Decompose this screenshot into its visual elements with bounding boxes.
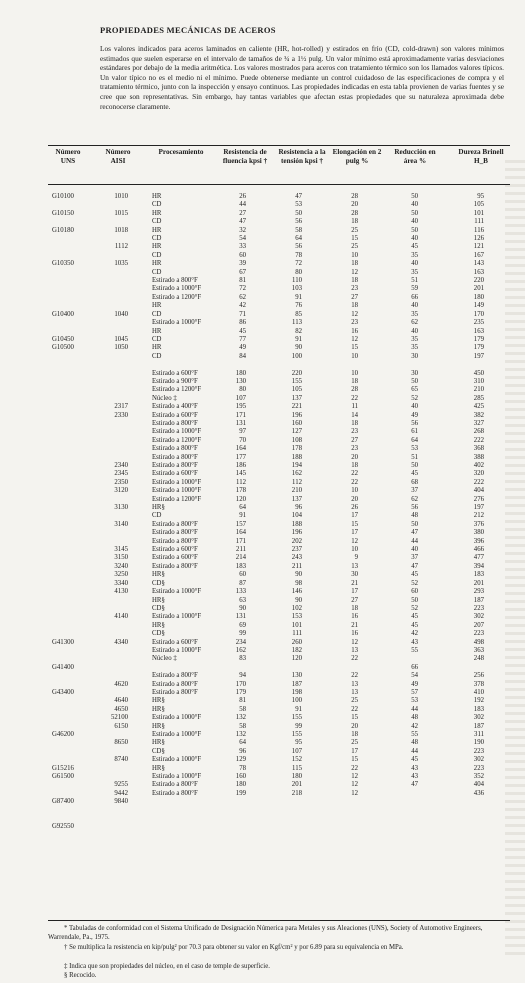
header-elongacion: Elongación en 2 pulg %: [332, 148, 382, 165]
bleed-through-shadow: [505, 160, 525, 960]
header-reduccion: Reducción en área %: [394, 148, 436, 165]
column-aisi: 1010 1015 1018 1112 1035 1040 1045 1050 2317 2330 2340 2345 2350 3120 3130 3140 3145 3150 3240 3250 3340 4130 4140 4340 4620 4640 4650 52100 6150 8650 8740 9255 9442 9840: [111, 193, 128, 806]
column-fluencia: 26 44 27 47 32 54 33 60 39 67 81 72 62 42 71 86 45 77 49 84 180 130 80 107 195 171 131 97 70 164 177 186 145 112 178 120 64 91 157 164 171 211 214 183 60 87 133 63 90 131 69 99 234 162 83 94 170 179 81 58 132 58 132 64 96 129 78 160 180 199: [235, 193, 246, 797]
column-reduccion: 50 40 50 40 50 40 45 35 40 35 51 59 66 40 35 62 40 35 35 30 30 50 65 52 40 49 56 61 64 53 51 50 45 68 37 62 56 48 50 47 44 40 37 47 45 52 60 50 52 45 45 42 43 55 66 54 49 57 53 44 48 42 55 48 44 45 43 43 47: [411, 193, 418, 789]
header-bottom-rule: [48, 184, 510, 185]
header-brinell: Dureza Brinell H_B: [458, 148, 504, 165]
column-procesamiento: HR CD HR CD HR CD HR CD HR CD Estirado a 800°F Estirado a 1000°F Estirado a 1200°F HR CD Estirado a 1000°F HR CD HR CD Estirado a 600°F Estirado a 900°F Estirado a 1200°F Núcleo ‡ Estirado a 400°F Estirado a 600°F Estirado a 800°F Estirado a 1000°F Estirado a 1200°F Estirado a 800°F Estirado a 800°F Estirado a 800°F Estirado a 600°F Estirado a 1000°F Estirado a 1000°F Estirado a 1200°F HR§ CD Estirado a 800°F Estirado a 800°F Estirado a 800°F Estirado a 600°F Estirado a 600°F Estirado a 800°F HR§ CD§ Estirado a 1000°F HR§ CD§ Estirado a 1000°F HR§ CD§ Estirado a 600°F Estirado a 1000°F Núcleo ‡ Estirado a 800°F Estirado a 800°F Estirado a 800°F HR§ HR§ Estirado a 1000°F HR§ Estirado a 1000°F HR§ CD§ Estirado a 1000°F HR§ Estirado a 1000°F Estirado a 800°F Estirado a 800°F: [152, 193, 202, 797]
column-tension: 47 53 50 56 58 64 56 78 72 80 110 103 91 76 85 113 82 91 90 100 220 155 105 137 221 196 160 127 108 178 188 194 162 112 210 137 96 104 188 196 202 237 243 211 90 98 146 90 102 153 101 111 260 182 120 130 187 198 100 91 155 99 155 95 107 152 115 180 201 218: [291, 193, 302, 797]
header-tension: Resistencia a la tensión kpsi †: [278, 148, 326, 165]
table-bottom-rule: [48, 920, 510, 921]
header-uns: Número UNS: [55, 148, 81, 165]
column-elongacion: 28 20 28 18 25 15 25 10 18 12 18 23 27 18 12 23 16 12 15 10 10 18 28 22 11 14 18 23 27 23 20 18 22 22 10 20 26 17 15 17 12 10 9 13 30 21 17 27 18 16 21 16 12 13 22 22 13 13 25 22 15 20 18 25 17 15 22 12 12 12: [351, 193, 358, 797]
footnote-uns: * Tabuladas de conformidad con el Sistema Unificado de Designación Númerica para Metales y sus Aleaciones (UNS), Society of Automotive Engineers, Warrendale, Pa., 1975.: [48, 925, 483, 941]
header-procesamiento: Procesamiento: [158, 148, 204, 156]
footnote-recocido: § Recocido.: [64, 972, 97, 979]
footnote-conversion: † Se multiplica la resistencia en kip/pulg² por 70.3 para obtener su valor en Kgf/cm² y por 6.89 para su equivalencia en MPa.: [64, 944, 404, 951]
header-fluencia: Resistencia de fluencia kpsi †: [222, 148, 268, 165]
page-title: PROPIEDADES MECÁNICAS DE ACEROS: [100, 25, 276, 35]
header-aisi: Número AISI: [105, 148, 131, 165]
table-top-rule: [48, 145, 510, 146]
footnote-nucleo: ‡ Indica que son propiedades del núcleo, en el caso de temple de superficie.: [64, 963, 270, 970]
intro-paragraph: Los valores indicados para aceros laminados en caliente (HR, hot-rolled) y estirados en frío (CD, cold-drawn) son valores mínimos estimados que suelen esperarse en el intervalo de tamaños de ¾ a 1½ pulg. Un valor mínimo está aproximadamente varias desviaciones estándares por debajo de la media aritmética. Los valores mostrados para aceros con tratamiento térmico son los llamados valores típicos. Un valor típico no es el medio ni el mínimo. Puede obtenerse mediante un control cuidadoso de las especificaciones de compra y el tratamiento térmico, junto con la inspección y ensayo continuos. Las propiedades indicadas en esta tabla provienen de varias fuentes y se cree que son representativas. Sin embargo, hay tantas variables que afectan estas propiedades que su naturaleza aproximada debe reconocerse claramente.: [100, 44, 504, 111]
column-uns: G10100 G10150 G10180 G10350 G10400 G10450 G10500 G41300 G41400 G43400 G46200 G15216 G61500 G87400 G92550: [52, 193, 74, 831]
column-brinell: 95 105 101 111 116 126 121 167 143 163 220 201 180 149 170 235 163 179 179 197 450 310 210 285 425 382 327 268 222 368 388 402 320 222 404 276 197 212 376 380 396 466 477 394 183 201 293 187 223 302 207 223 498 363 248 256 378 410 192 183 302 187 311 190 223 302 223 352 404 436: [473, 193, 484, 797]
